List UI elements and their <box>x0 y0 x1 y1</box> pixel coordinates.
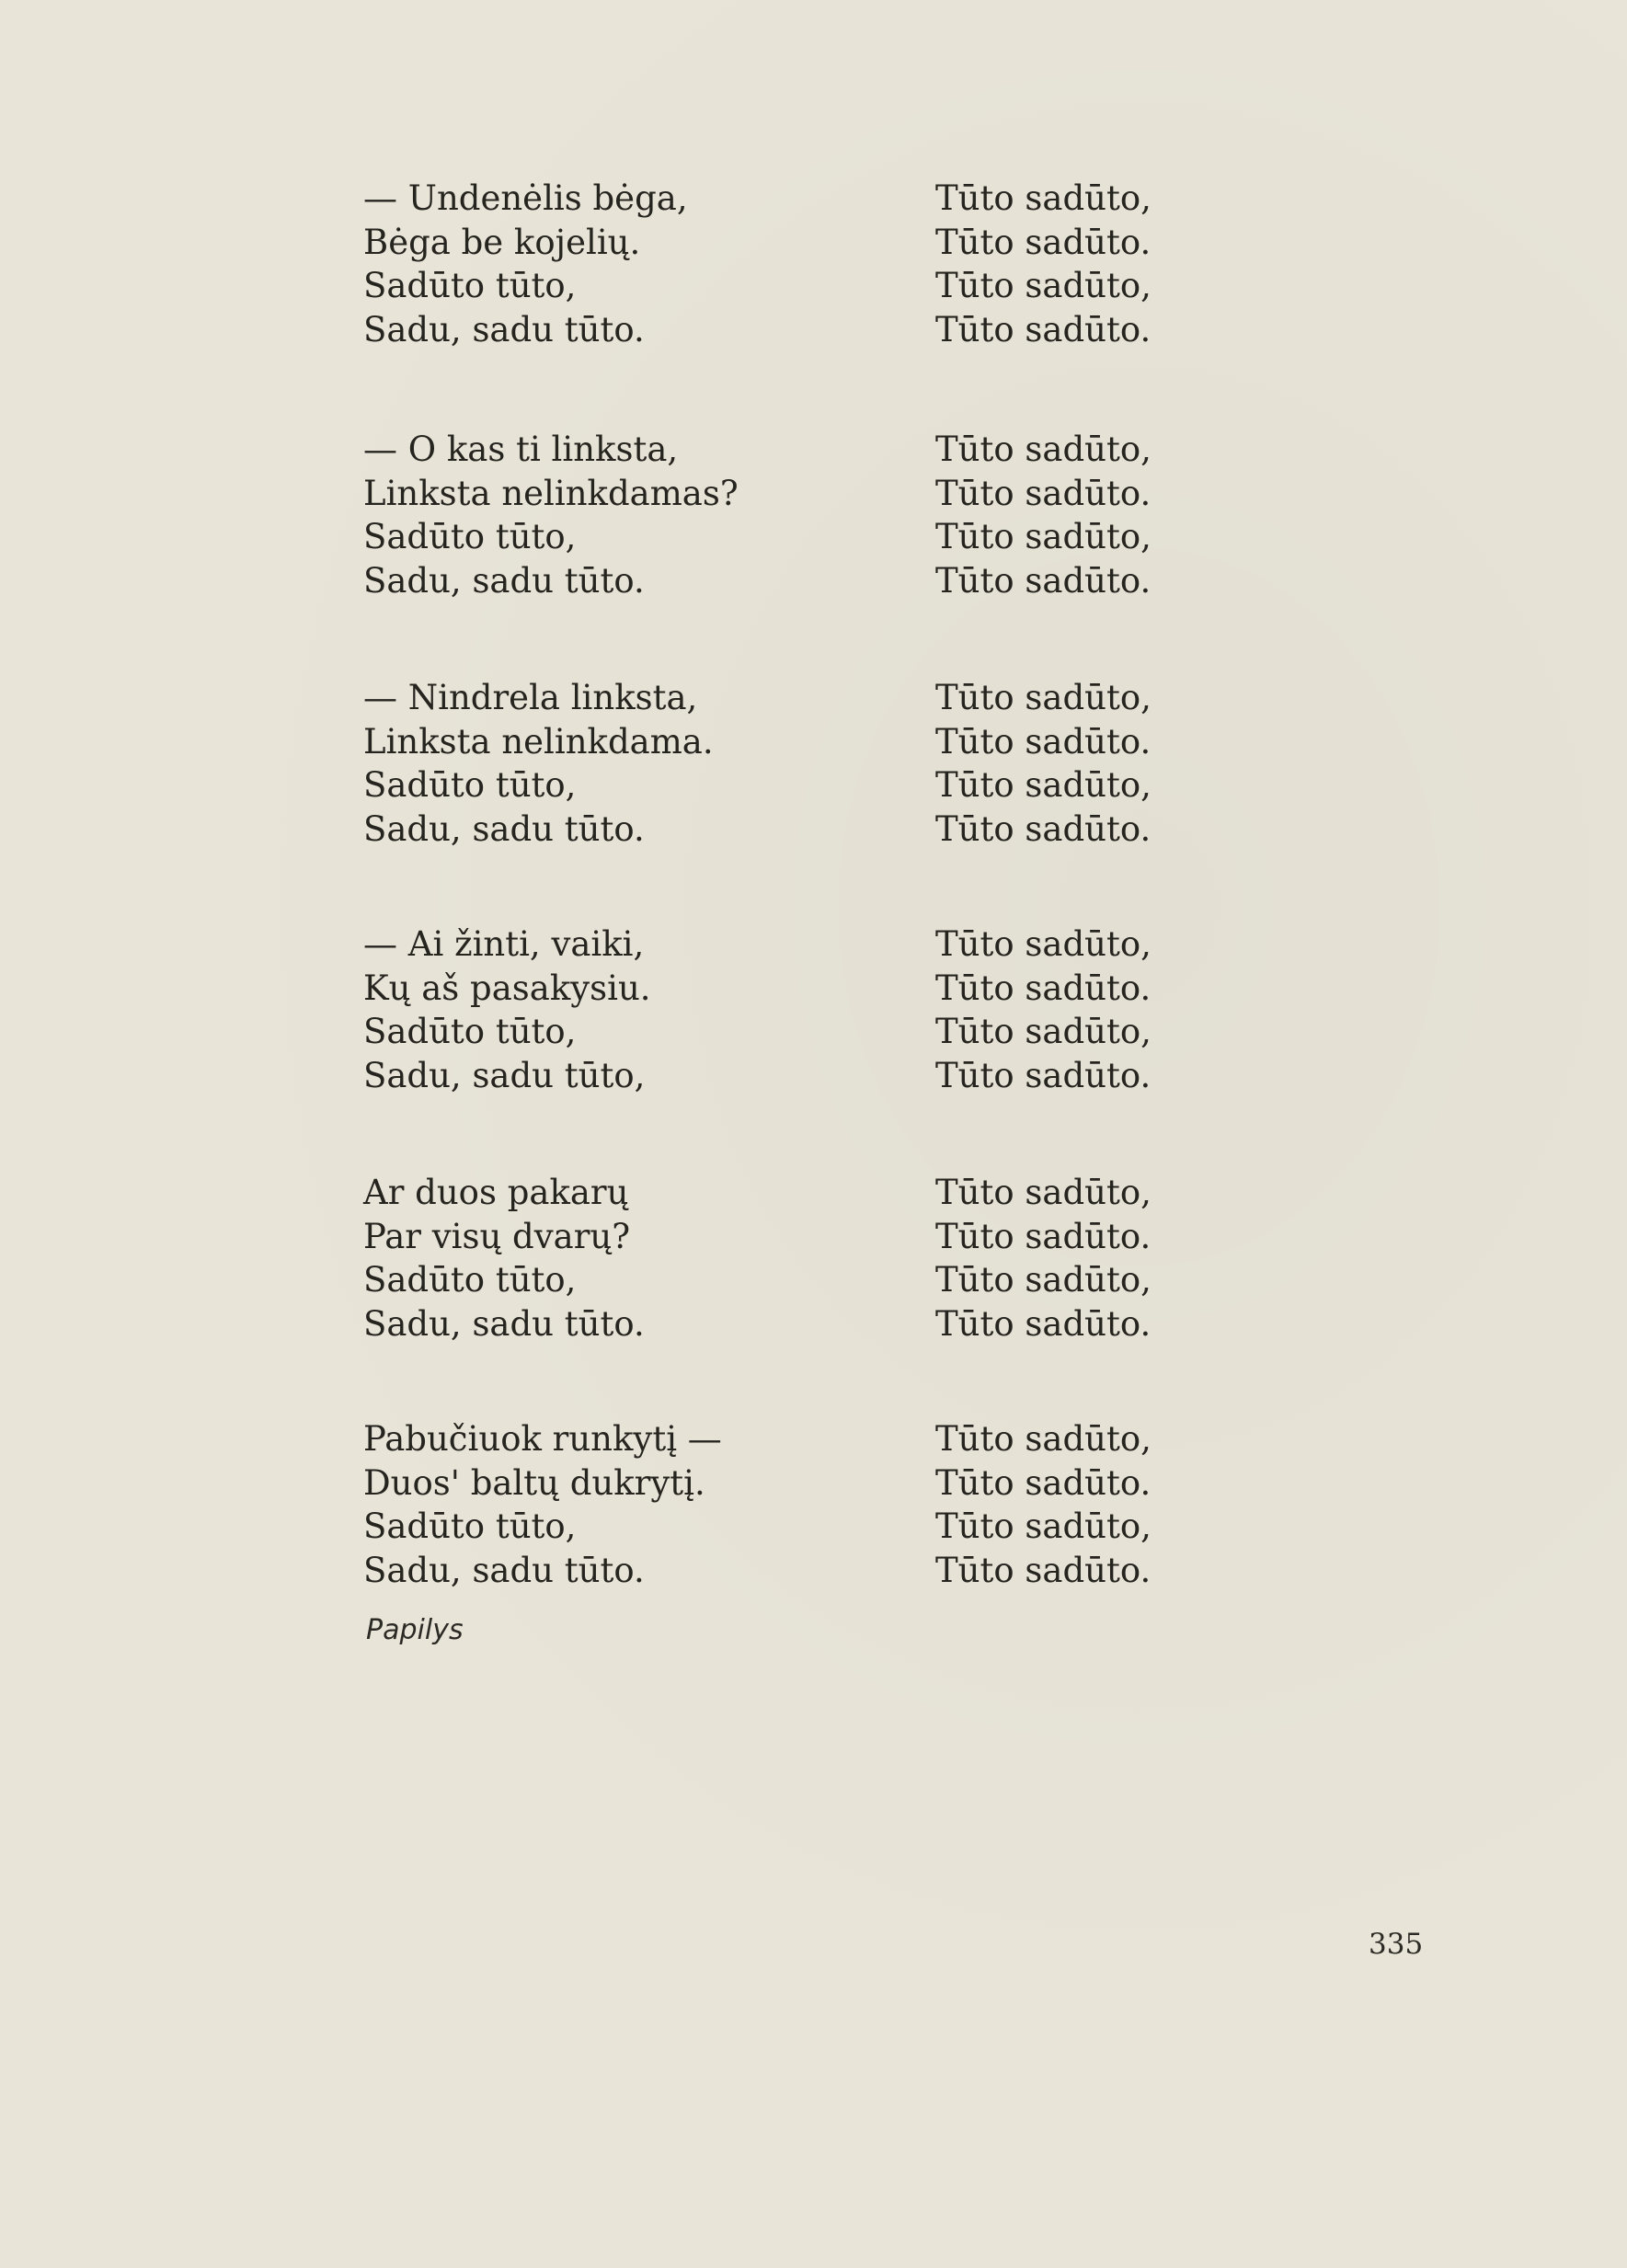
refrain-text: Tūto sadūto. <box>935 1303 1152 1344</box>
refrain-text: Tūto sadūto, <box>935 517 1152 556</box>
verse-text: Bėga be kojelių. <box>363 222 641 262</box>
stanza-6 <box>363 1417 1283 1592</box>
verse-line <box>363 1258 1283 1302</box>
verse-line <box>363 1549 1283 1593</box>
verse-text: — Ai žinti, vaiki, <box>363 924 645 964</box>
verse-line <box>363 177 1283 221</box>
verse-text: — Undenėlis bėga, <box>363 178 688 218</box>
verse-line <box>363 1417 1283 1461</box>
verse-line <box>363 515 1283 559</box>
refrain-text: Tūto sadūto, <box>935 430 1152 469</box>
verse-line <box>363 1010 1283 1054</box>
refrain-text: Tūto sadūto, <box>935 1012 1152 1051</box>
stanza-5 <box>363 1171 1283 1346</box>
refrain-text: Tūto sadūto. <box>935 309 1152 349</box>
verse-line <box>363 1302 1283 1346</box>
verse-line <box>363 472 1283 516</box>
verse-text: Duos' baltų dukrytį. <box>363 1462 705 1503</box>
verse-line <box>363 763 1283 808</box>
verse-text: Sadūto tūto, <box>363 1506 577 1546</box>
refrain-text: Tūto sadūto, <box>935 924 1152 964</box>
verse-line <box>363 808 1283 852</box>
refrain-text: Tūto sadūto, <box>935 1173 1152 1212</box>
verse-text: Kų aš pasakysiu. <box>363 968 651 1008</box>
verse-text: Sadūto tūto, <box>363 517 577 556</box>
verse-text: Ar duos pakarų <box>363 1173 629 1212</box>
verse-line <box>363 1215 1283 1259</box>
verse-text: Sadu, sadu tūto, <box>363 1055 646 1095</box>
refrain-text: Tūto sadūto. <box>935 560 1152 601</box>
verse-text: Sadu, sadu tūto. <box>363 808 645 849</box>
verse-line <box>363 428 1283 472</box>
refrain-text: Tūto sadūto, <box>935 178 1152 218</box>
verse-text: Sadu, sadu tūto. <box>363 1550 645 1590</box>
refrain-text: Tūto sadūto. <box>935 1462 1152 1503</box>
refrain-text: Tūto sadūto, <box>935 1506 1152 1546</box>
verse-line <box>363 221 1283 265</box>
verse-line <box>363 264 1283 308</box>
verse-line <box>363 559 1283 603</box>
refrain-text: Tūto sadūto. <box>935 1055 1152 1095</box>
verse-text: Linksta nelinkdama. <box>363 721 714 762</box>
verse-line <box>363 1054 1283 1098</box>
stanza-3 <box>363 676 1283 851</box>
verse-line <box>363 308 1283 352</box>
verse-text: — Nindrela linksta, <box>363 678 698 717</box>
verse-text: Sadūto tūto, <box>363 1260 577 1300</box>
stanza-2 <box>363 428 1283 602</box>
verse-text: Pabučiuok runkytį — <box>363 1419 722 1459</box>
verse-line <box>363 922 1283 967</box>
refrain-text: Tūto sadūto. <box>935 968 1152 1008</box>
verse-text: Sadūto tūto, <box>363 266 577 305</box>
refrain-text: Tūto sadūto, <box>935 678 1152 717</box>
verse-text: Sadu, sadu tūto. <box>363 1303 645 1344</box>
verse-line <box>363 676 1283 720</box>
source-location: Papilys <box>366 1614 464 1646</box>
verse-text: Sadu, sadu tūto. <box>363 309 645 349</box>
refrain-text: Tūto sadūto, <box>935 266 1152 305</box>
verse-text: — O kas ti linksta, <box>363 430 679 469</box>
refrain-text: Tūto sadūto. <box>935 1216 1152 1256</box>
refrain-text: Tūto sadūto. <box>935 1550 1152 1590</box>
refrain-text: Tūto sadūto. <box>935 721 1152 762</box>
refrain-text: Tūto sadūto. <box>935 473 1152 513</box>
verse-line <box>363 1171 1283 1215</box>
refrain-text: Tūto sadūto, <box>935 765 1152 805</box>
refrain-text: Tūto sadūto. <box>935 808 1152 849</box>
verse-text: Sadūto tūto, <box>363 765 577 805</box>
page-number: 335 <box>1369 1928 1424 1961</box>
verse-text: Linksta nelinkdamas? <box>363 473 739 513</box>
verse-line <box>363 1461 1283 1506</box>
stanza-4 <box>363 922 1283 1097</box>
verse-line <box>363 1505 1283 1549</box>
verse-line <box>363 720 1283 764</box>
refrain-text: Tūto sadūto, <box>935 1260 1152 1300</box>
verse-text: Sadu, sadu tūto. <box>363 560 645 601</box>
refrain-text: Tūto sadūto, <box>935 1419 1152 1459</box>
verse-line <box>363 967 1283 1011</box>
stanza-1 <box>363 177 1283 351</box>
verse-text: Par visų dvarų? <box>363 1216 631 1256</box>
refrain-text: Tūto sadūto. <box>935 222 1152 262</box>
verse-text: Sadūto tūto, <box>363 1012 577 1051</box>
